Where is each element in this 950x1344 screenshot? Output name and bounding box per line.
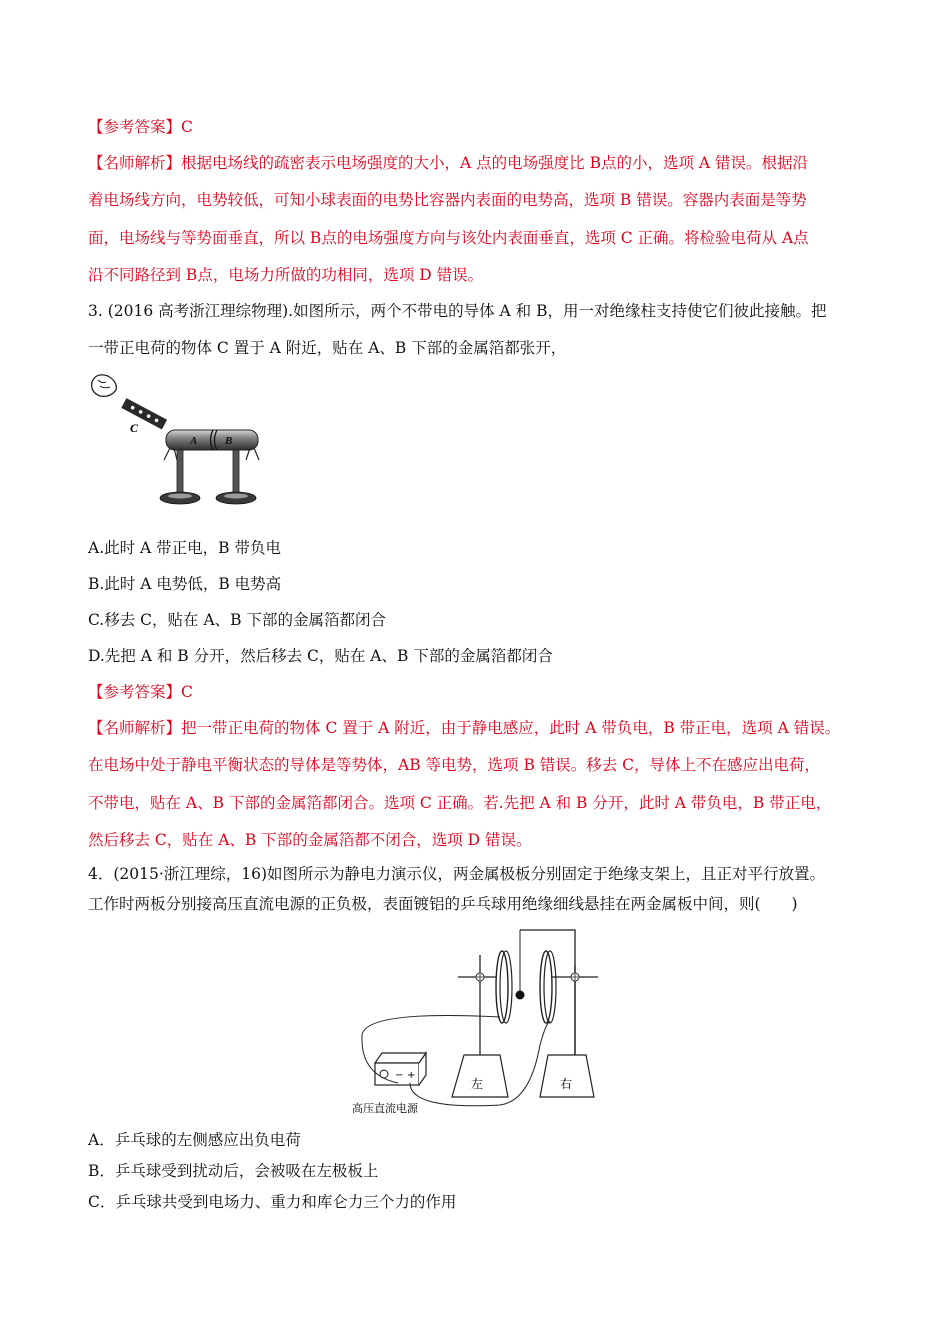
analysis-line-3: 面，电场线与等势面垂直，所以 B点的电场强度方向与该处内表面垂直，选项 C 正确。将检验电荷从 A点 xyxy=(88,229,809,247)
analysis-text: 把一带正电荷的物体 C 置于 A 附近，由于静电感应，此时 A 带负电，B 带正电，选项 A 错误。 xyxy=(181,719,841,737)
q4-stem-line-2: 工作时两板分别接高压直流电源的正负极，表面镀铝的乒乓球用绝缘细线悬挂在两金属板中间，则( ) xyxy=(88,895,798,913)
q4-option-a: A．乒乓球的左侧感应出负电荷 xyxy=(88,1131,301,1149)
q3-option-d: D.先把 A 和 B 分开，然后移去 C，贴在 A、B 下部的金属箔都闭合 xyxy=(88,647,553,665)
q4-stem-line-1: 4．(2015·浙江理综，16)如图所示为静电力演示仪，两金属极板分别固定于绝缘支架上，且正对平行放置。 xyxy=(88,865,826,883)
analysis-line-1 xyxy=(88,152,808,174)
label-a: A xyxy=(190,435,198,447)
answer-tag: 【参考答案】 xyxy=(88,683,182,701)
answer-value: C xyxy=(181,683,193,701)
q3-stem-line-2: 一带正电荷的物体 C 置于 A 附近，贴在 A、B 下部的金属箔都张开， xyxy=(88,339,567,357)
q3-conductor-figure xyxy=(86,370,270,510)
analysis-line-2: 着电场线方向，电势较低，可知小球表面的电势比容器内表面的电势高，选项 B 错误。容器内表面是等势 xyxy=(88,191,807,209)
q3-stem-line-1: 3. (2016 高考浙江理综物理).如图所示，两个不带电的导体 A 和 B，用一对绝缘柱支持使它们彼此接触。把 xyxy=(88,302,827,320)
q4-option-c: C．乒乓球共受到电场力、重力和库仑力三个力的作用 xyxy=(88,1193,457,1211)
q3-option-b: B.此时 A 电势低，B 电势高 xyxy=(88,575,282,593)
answer-line-1 xyxy=(88,116,193,138)
q4-electrostatic-demo-figure xyxy=(350,925,610,1120)
answer-tag: 【参考答案】 xyxy=(88,118,182,136)
q3-analysis-line-2: 在电场中处于静电平衡状态的导体是等势体，AB 等电势，选项 B 错误。移去 C，导体上不在感应出电荷， xyxy=(88,756,821,774)
analysis-tag: 【名师解析】 xyxy=(88,719,182,737)
label-minus: − xyxy=(395,1070,404,1081)
q3-option-c: C.移去 C，贴在 A、B 下部的金属箔都闭合 xyxy=(88,611,386,629)
q3-option-a: A.此时 A 带正电，B 带负电 xyxy=(88,539,281,557)
q3-answer-line xyxy=(88,681,193,703)
label-plus: + xyxy=(407,1070,416,1081)
q3-analysis-line-1 xyxy=(88,717,840,739)
answer-value: C xyxy=(181,118,193,136)
analysis-text: 根据电场线的疏密表示电场强度的大小，A 点的电场强度比 B点的小，选项 A 错误。根据沿 xyxy=(181,154,809,172)
label-b: B xyxy=(225,435,233,447)
label-power-source: 高压直流电源 xyxy=(352,1102,418,1115)
label-left: 左 xyxy=(471,1077,484,1091)
q4-option-b: B．乒乓球受到扰动后，会被吸在左极板上 xyxy=(88,1162,379,1180)
analysis-tag: 【名师解析】 xyxy=(88,154,182,172)
analysis-line-4: 沿不同路径到 B点，电场力所做的功相同，选项 D 错误。 xyxy=(88,266,484,284)
q3-analysis-line-4: 然后移去 C，贴在 A、B 下部的金属箔都不闭合，选项 D 错误。 xyxy=(88,831,532,849)
label-c: C xyxy=(130,421,139,435)
label-right: 右 xyxy=(560,1077,573,1091)
q3-analysis-line-3: 不带电，贴在 A、B 下部的金属箔都闭合。选项 C 正确。若.先把 A 和 B 分开，此时 A 带负电，B 带正电， xyxy=(88,794,832,812)
